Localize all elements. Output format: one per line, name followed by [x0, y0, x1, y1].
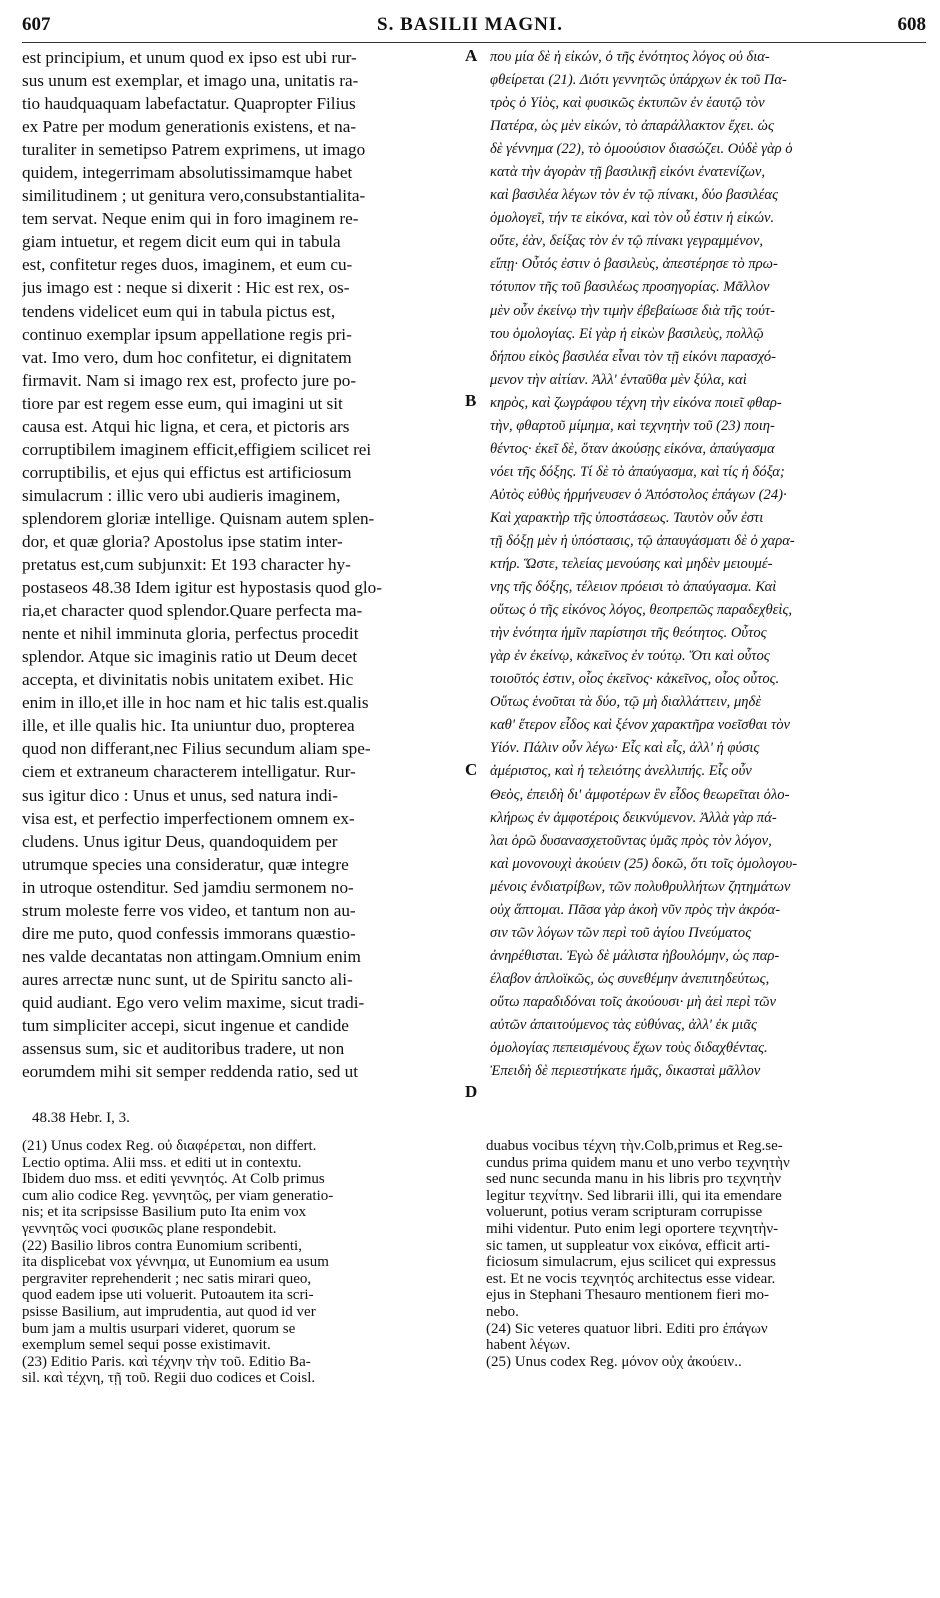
margin-letter-b: B	[465, 391, 477, 410]
footnote-line: est. Et ne vocis τεχνητός architectus esse videar.	[486, 1270, 776, 1287]
greek-column	[490, 46, 918, 1083]
greek-text-line: κηρὸς, καὶ ζωγράφου τέχνη τὴν εἰκόνα ποιεῖ φθαρ-	[490, 394, 782, 411]
footnote-line: cum alio codice Reg. γεννητῶς, per viam generatio-	[22, 1187, 334, 1204]
greek-text-line: Ἐπειδὴ δὲ περιεστήκατε ἡμᾶς, δικασταὶ μᾶλλον	[490, 1063, 761, 1080]
latin-text-line: corruptibilis, et ejus qui effictus est artificiosum	[22, 462, 352, 482]
greek-text-line: οὕτως ὁ τῆς εἰκόνος λόγος, θεοπρεπῶς παραδεχθεὶς,	[490, 602, 793, 619]
greek-text-line: Οὕτως ἑνοῦται τὰ δύο, τῷ μὴ διαλλάττειν, μηδὲ	[490, 694, 762, 711]
scripture-reference: 48.38 Hebr. I, 3.	[32, 1110, 130, 1126]
greek-text-line: σιν τῶν λόγων τῶν περὶ τοῦ ἁγίου Πνεύματος	[490, 924, 752, 941]
greek-text-line: κλήρως ἐν ἀμφοτέροις δεικνύμενον. Ἀλλὰ γὰρ πά-	[490, 809, 777, 826]
latin-text-line: firmavit. Nam si imago rex est, profecto jure po-	[22, 370, 357, 390]
greek-text-line: ὁμολογεῖ, τήν τε εἰκόνα, καὶ τὸν οὗ ἐστιν ἡ εἰκών.	[490, 210, 775, 227]
greek-text-line: Θεὸς, ἐπειδὴ δι' ἀμφοτέρων ἓν εἶδος θεωρεῖται ὁλο-	[490, 786, 790, 803]
latin-text-line: corruptibilem imaginem efficit,effigiem scilicet rei	[22, 439, 372, 459]
footnote-line: ficiosum simulacrum, ejus scilicet qui expressus	[486, 1254, 776, 1271]
latin-text-line: enim in illo,et ille in hoc nam et hic talis est.qualis	[22, 693, 369, 713]
greek-text-line: ὁμολογίας πεπεισμένους ἔχων τοὺς διδαχθέντας.	[490, 1040, 768, 1057]
latin-column	[22, 46, 477, 1083]
greek-text-line: λαι ὁρῶ δυσανασχετοῦντας ὑμᾶς πρὸς τὸν λόγον,	[490, 832, 772, 849]
latin-text-line: est principium, et unum quod ex ipso est ubi rur-	[22, 48, 357, 67]
greek-text-line: Καὶ χαρακτὴρ τῆς ὑποστάσεως. Ταυτὸν οὖν ἐστι	[490, 509, 764, 526]
greek-text-line: οὔτε, ἐὰν, δείξας τὸν ἐν τῷ πίνακι γεγραμμένον,	[490, 233, 764, 250]
greek-text-line: θέντος· ἐκεῖ δὲ, ὅταν ἀκούσῃς εἰκόνα, ἀπαύγασμα	[490, 440, 775, 457]
footnote-line: habent λέγων.	[486, 1337, 571, 1354]
greek-text-line: μένοις ἐνδιατρίβων, τῶν πολυθρυλλήτων ζητημάτων	[490, 878, 791, 895]
greek-text-line: τὴν ἑνότητα ἡμῖν παρίστησι τῆς θεότητος. Οὗτος	[490, 625, 767, 642]
greek-text-line: φθείρεται (21). Διότι γεννητῶς ὑπάρχων ἐκ τοῦ Πα-	[490, 72, 787, 89]
latin-text-line: dire me puto, quod confessis immorans quæstio-	[22, 923, 356, 943]
latin-text-line: eorumdem mihi sit semper reddenda ratio, sed ut	[22, 1062, 359, 1082]
latin-text-line: ex Patre per modum generationis existens, et na-	[22, 117, 357, 137]
footnotes-left	[22, 1138, 462, 1387]
latin-text-line: ria,et character quod splendor.Quare perfecta ma-	[22, 601, 363, 621]
footnote-line: bum jam a multis usurpari videret, quorum se	[22, 1320, 296, 1337]
greek-text-line: ἀμέριστος, καὶ ἡ τελειότης ἀνελλιπής. Εἷς οὖν	[490, 763, 752, 780]
running-title: S. BASILII MAGNI.	[377, 14, 563, 35]
greek-text-line: έλαβον ἁπλοϊκῶς, ὡς συνεθέμην ἀνεπιτηδεύτως,	[490, 970, 770, 987]
latin-text-line: strum moleste ferre vos video, et tantum non au-	[22, 900, 356, 920]
latin-text-line: nente et nihil imminuta gloria, perfectus procedit	[22, 624, 359, 644]
latin-text-line: tem servat. Neque enim qui in foro imaginem re-	[22, 209, 359, 229]
footnote-line: nebo.	[486, 1303, 519, 1320]
latin-text-line: causa est. Atqui hic ligna, et cera, et pictoris ars	[22, 416, 350, 436]
latin-text-line: nes valde decantatas non attingam.Omnium enim	[22, 946, 361, 966]
greek-text-line: δήπου εἰκὸς βασιλέα εἶναι τὸν τῇ εἰκόνι παρασχό-	[490, 348, 777, 365]
footnote-line: mihi videntur. Puto enim legi oportere τεχνητὴν-	[486, 1220, 779, 1237]
page-number-right: 608	[897, 14, 926, 35]
latin-text-line: visa est, et perfectio imperfectionem omnem ex-	[22, 808, 355, 828]
greek-text-line: καὶ βασιλέα λέγων τὸν ἐν τῷ πίνακι, δύο βασιλέας	[490, 187, 778, 204]
latin-text-line: splendor. Atque sic imaginis ratio ut Deum decet	[22, 647, 358, 667]
greek-text-line: δὲ γέννημα (22), τὸ ὁμοούσιον διασώζει. Οὐδὲ γὰρ ὁ	[490, 141, 793, 158]
footnote-line: nis; et ita scripsisse Basilium puto Ita enim vox	[22, 1204, 307, 1221]
greek-text-line: εἴπῃ· Οὗτός ἐστιν ὁ βασιλεὺς, ἀπεστέρησε τὸ πρω-	[490, 256, 778, 273]
latin-text-line: turaliter in semetipso Patrem exprimens, ut imago	[22, 140, 366, 160]
footnote-line: cundus prima quidem manu et uno verbo τεχνητὴν	[486, 1154, 790, 1171]
latin-text-line: jus imago est : neque si dixerit : Hic est rex, os-	[22, 278, 350, 298]
latin-text-line: continuo exemplar ipsum appellatione regis pri-	[22, 324, 352, 344]
footnote-line: Lectio optima. Alii mss. et editi ut in contextu.	[22, 1154, 302, 1171]
latin-text-line: tendens videlicet eum qui in tabula pictus est,	[22, 301, 336, 321]
footnote-line: γεννητῶς voci φυσικῶς plane respondebit.	[22, 1220, 277, 1237]
footnote-line: psisse Basilium, aut imprudentia, aut quod id ver	[22, 1303, 316, 1320]
greek-text-line: Πατέρα, ὡς μὲν εἰκών, τὸ ἀπαράλλακτον ἔχει. ὡς	[490, 118, 774, 135]
latin-text-line: simulacrum : illic vero ubi audieris imaginem,	[22, 485, 341, 505]
greek-text-line: που μία δὲ ἡ εἰκών, ὁ τῆς ἑνότητος λόγος οὐ δια-	[490, 49, 770, 65]
latin-text-line: ciem et extraneum characterem intelligatur. Rur-	[22, 762, 356, 782]
footnote-line: ita displicebat vox γέννημα, ut Eunomium ea usum	[22, 1254, 329, 1271]
footnote-line: (21) Unus codex Reg. οὐ διαφέρεται, non differt.	[22, 1138, 317, 1154]
footnote-line: exemplum semel sequi posse existimavit.	[22, 1337, 271, 1354]
latin-text-line: vat. Imo vero, dum hoc confitetur, ei dignitatem	[22, 347, 352, 367]
greek-text-line: του ὁμολογίας. Εἰ γὰρ ἡ εἰκὼν βασιλεὺς, πολλῷ	[490, 325, 764, 342]
latin-text-line: accepta, et divinitatis nobis unitatem exibet. Hic	[22, 670, 354, 690]
greek-text-line: κατὰ τὴν ἀγορὰν τῇ βασιλικῇ εἰκόνι ἐνατενίζων,	[490, 164, 766, 181]
latin-text-line: cludens. Unus igitur Deus, quandoquidem per	[22, 831, 338, 851]
latin-text-line: tio haudquaquam labefactatur. Quapropter Filius	[22, 94, 356, 114]
latin-text-line: sus unum est exemplar, et imago una, unitatis ra-	[22, 71, 359, 91]
latin-text-line: tiore par est regem esse eum, qui imagini ut sit	[22, 393, 343, 413]
footnote-line: duabus vocibus τέχνη τὴν.Colb,primus et Reg.se-	[486, 1138, 783, 1154]
latin-text-line: ille, et ille qualis hic. Ita uniuntur duo, propterea	[22, 716, 355, 736]
footnote-line: voluerunt, potius veram scripturam corrupisse	[486, 1204, 763, 1221]
margin-letter-c: C	[465, 760, 478, 779]
latin-text-line: dor, et quæ gloria? Apostolus ipse statim inter-	[22, 531, 343, 551]
margin-letter-d: D	[465, 1082, 478, 1101]
latin-text-line: quid audiant. Ego vero velim maxime, sicut tradi-	[22, 992, 365, 1012]
latin-text-line: splendorem gloriæ intellige. Quisnam autem splen-	[22, 508, 375, 528]
greek-text-line: νης τῆς δόξης, τέλειον πρόεισι τὸ ἀπαύγασμα. Καὶ	[490, 579, 777, 596]
greek-text-line: μενον τὴν αἰτίαν. Ἀλλ' ἐνταῦθα μὲν ξύλα, καὶ	[490, 371, 747, 388]
margin-letter-a: A	[465, 46, 478, 65]
greek-text-line: νόει τῆς δόξης. Τί δὲ τὸ ἀπαύγασμα, καὶ τίς ἡ δόξα;	[490, 463, 785, 480]
greek-text-line: γὰρ ἐν ἐκείνῳ, κἀκεῖνος ἐν τούτῳ. Ὅτι καὶ οὗτος	[490, 648, 770, 665]
greek-text-line: καθ' ἕτερον εἶδος καὶ ξένον χαρακτῆρα νοεῖσθαι τὸν	[490, 717, 791, 734]
greek-text-line: τὴν, φθαρτοῦ μίμημα, καὶ τεχνητὴν τοῦ (23) ποιη-	[490, 417, 775, 434]
footnote-line: quod eadem ipse uti voluerit. Putoautem ita scri-	[22, 1287, 314, 1304]
footnote-line: pergraviter reprehenderit ; nec satis mirari queo,	[22, 1270, 312, 1287]
latin-text-line: postaseos 48.38 Idem igitur est hypostasis quod glo-	[22, 578, 382, 598]
footnote-line: legitur τεχνίτην. Sed librarii illi, qui ita emendare	[486, 1187, 782, 1204]
latin-text-line: assensus sum, sic et auditoribus tradere, ut non	[22, 1039, 345, 1059]
footnote-line: ejus in Stephani Thesauro mentionem fieri mo-	[486, 1287, 769, 1304]
greek-text-line: Υἱόν. Πάλιν οὖν λέγω· Εἷς καὶ εἷς, ἀλλ' ἡ φύσις	[490, 740, 760, 757]
latin-text-line: pretatus est,cum subjunxit: Et 193 character hy-	[22, 555, 351, 575]
latin-text-line: similitudinem ; ut genitura vero,consubstantialita-	[22, 186, 366, 206]
latin-text-line: tum simpliciter accepi, sicut ingenue et candide	[22, 1015, 349, 1035]
greek-text-line: τοιοῦτός ἐστιν, οἷος ἐκεῖνος· κἀκεῖνος, οἷος οὗτος.	[490, 671, 780, 688]
footnote-line: sic tamen, ut suppleatur vox εἰκόνα, efficit arti-	[486, 1237, 770, 1254]
greek-text-line: οὐχ ἅπτομαι. Πᾶσα γὰρ ἀκοὴ νῦν πρὸς τὴν ἀκρόα-	[490, 901, 781, 918]
latin-text-line: utrumque species una consideratur, quæ integre	[22, 854, 349, 874]
footnotes-right	[486, 1138, 918, 1370]
footnote-line: Ibidem duo mss. et editi γεννητός. At Colb primus	[22, 1171, 325, 1188]
footnote-line: (24) Sic veteres quatuor libri. Editi pro ἐπάγων	[486, 1320, 768, 1337]
latin-text-line: giam intuetur, et regem dicit eum qui in tabula	[22, 232, 341, 252]
footnote-line: (23) Editio Paris. καὶ τέχνην τὴν τοῦ. Editio Ba-	[22, 1353, 311, 1370]
greek-text-line: κτήρ. Ὥστε, τελείας μενούσης καὶ μηδὲν μειουμέ-	[490, 556, 773, 573]
greek-text-line: μὲν οὖν ἐκείνῳ τὴν τιμὴν ἐβεβαίωσε διὰ τῆς τούτ-	[490, 302, 776, 319]
greek-text-line: τρὸς ὁ Υἱὸς, καὶ φυσικῶς ἐκτυπῶν ἐν ἑαυτῷ τὸν	[490, 95, 765, 112]
latin-text-line: est, confitetur reges duos, imaginem, et eum cu-	[22, 255, 353, 275]
greek-text-line: οὕτω παραδιδόναι τοῖς ἀκούουσι· μὴ ἀεὶ περὶ τῶν	[490, 993, 777, 1010]
greek-text-line: τῇ δόξῃ μὲν ἡ ὑπόστασις, τῷ ἀπαυγάσματι δὲ ὁ χαρα-	[490, 532, 795, 549]
page-number-left: 607	[22, 14, 51, 35]
latin-text-line: sus igitur dico : Unus et unus, sed natura indi-	[22, 785, 339, 805]
footnote-line: sil. καὶ τέχνη, τῇ τοῦ. Regii duo codices et Coisl.	[22, 1370, 316, 1387]
footnote-line: sed nunc secunda manu in his libris pro τεχνητὴν	[486, 1171, 782, 1188]
greek-text-line: καὶ μονονουχὶ ἀκούειν (25) δοκῶ, ὅτι τοῖς ὁμολογου-	[490, 855, 798, 872]
latin-text-line: quidem, integerrimam absolutissimamque habet	[22, 163, 353, 183]
greek-text-line: Αὐτὸς εὐθὺς ἡρμήνευσεν ὁ Ἀπόστολος ἐπάγων (24)·	[490, 486, 787, 503]
greek-text-line: τότυπον τῆς τοῦ βασιλέως προσηγορίας. Μᾶλλον	[490, 279, 770, 296]
footnote-line: (25) Unus codex Reg. μόνον οὐχ ἀκούειν..	[486, 1353, 742, 1370]
header-rule	[22, 42, 926, 43]
latin-text-line: quod non differant,nec Filius secundum aliam spe-	[22, 739, 371, 759]
greek-text-line: αὐτῶν ἀπαιτούμενος τὰς εὐθύνας, ἀλλ' ἐκ μιᾶς	[490, 1016, 757, 1033]
latin-text-line: aures arrectæ nunc sunt, ut de Spiritu sancto ali-	[22, 969, 353, 989]
latin-text-line: in utroque ostenditur. Sed jamdiu sermonem no-	[22, 877, 354, 897]
greek-text-line: ἀνηρέθισται. Ἐγὼ δὲ μάλιστα ἠβουλόμην, ὡς παρ-	[490, 947, 780, 964]
footnote-line: (22) Basilio libros contra Eunomium scribenti,	[22, 1237, 302, 1254]
